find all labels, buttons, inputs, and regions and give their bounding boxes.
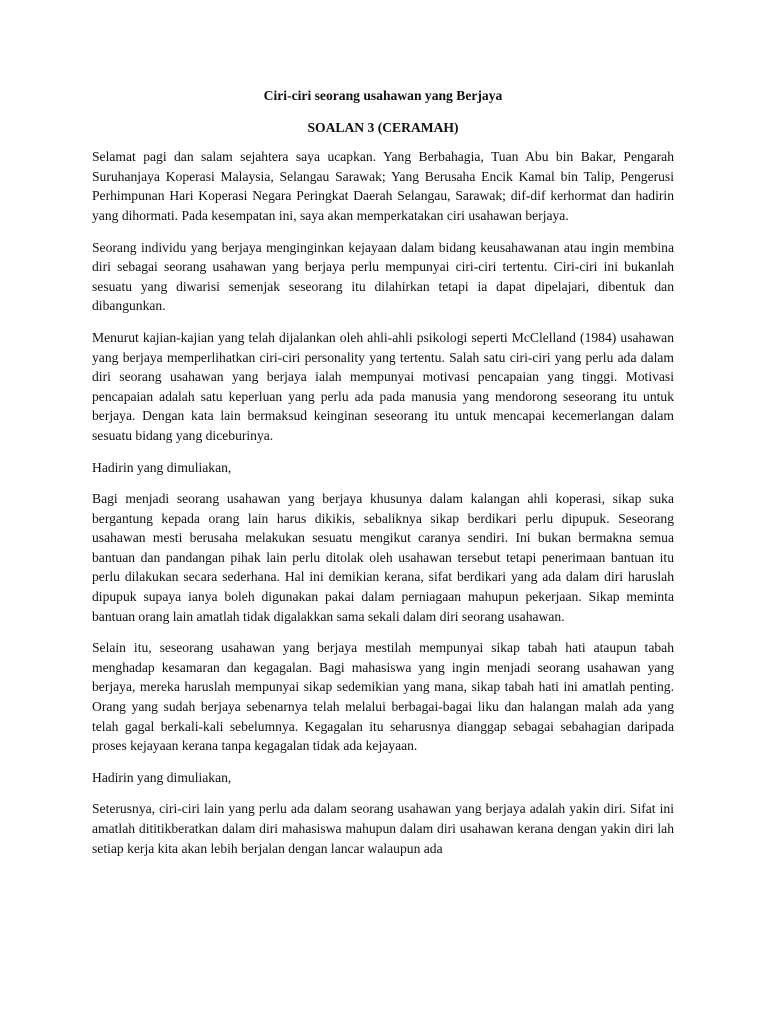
paragraph-berdikari: Bagi menjadi seorang usahawan yang berjaya khusunya dalam kalangan ahli koperasi, sikap suka bergantung kepada orang lain harus dikikis, sebaliknya sikap berdikari perlu dipupuk. Seseorang usahawan mesti berusaha melakukan sesuatu mengikut caranya sendiri. Ini bukan bermakna semua bantuan dan pandangan pihak lain perlu ditolak oleh usahawan tersebut tetapi penerimaan bantuan itu perlu dilakukan secara sederhana. Hal ini demikian kerana, sifat berdikari yang ada dalam diri haruslah dipupuk supaya ianya boleh digunakan pakai dalam perniagaan mahupun pekerjaan. Sikap meminta bantuan orang lain amatlah tidak digalakkan sama sekali dalam diri seorang usahawan. bbox=[92, 491, 674, 624]
document-content bbox=[92, 86, 674, 870]
paragraph-yakin-diri: Seterusnya, ciri-ciri lain yang perlu ada dalam seorang usahawan yang berjaya adalah yakin diri. Sifat ini amatlah dititikberatkan dalam diri mahasiswa mahupun dalam diri usahawan kerana dengan yakin diri lah setiap kerja kita akan lebih berjalan dengan lancar walaupun ada bbox=[92, 801, 674, 856]
document-title: Ciri-ciri seorang usahawan yang Berjaya bbox=[263, 88, 503, 103]
paragraph-intro: Seorang individu yang berjaya menginginkan kejayaan dalam bidang keusahawanan atau ingin membina diri sebagai seorang usahawan yang berjaya perlu mempunyai ciri-ciri tertentu. Ciri-ciri ini bukanlah sesuatu yang diwarisi semenjak seseorang itu dilahirkan tetapi ia dapat dipelajari, dibentuk dan dibangunkan. bbox=[92, 239, 674, 314]
paragraph-mcclelland: Menurut kajian-kajian yang telah dijalankan oleh ahli-ahli psikologi seperti McClelland (1984) usahawan yang berjaya memperlihatkan ciri-ciri personality yang tertentu. Salah satu ciri-ciri yang perlu ada dalam diri seorang usahawan yang berjaya ialah mempunyai motivasi pencapaian yang tinggi. Motivasi pencapaian adalah satu keperluan yang perlu ada pada manusia yang mendorong seseorang itu untuk berjaya. Dengan kata lain bermaksud keinginan seseorang itu untuk mencapai kecemerlangan dalam sesuatu bidang yang diceburinya. bbox=[92, 329, 674, 443]
paragraph-opening: Selamat pagi dan salam sejahtera saya ucapkan. Yang Berbahagia, Tuan Abu bin Bakar, Pengarah Suruhanjaya Koperasi Malaysia, Selangau Sarawak; Yang Berusaha Encik Kamal bin Talip, Pengerusi Perhimpunan Hari Koperasi Negara Peringkat Daerah Selangau, Sarawak; dif-dif kerhormat dan hadirin yang dihormati. Pada kesempatan ini, saya akan memperkatakan ciri usahawan berjaya. bbox=[92, 149, 674, 223]
document-subtitle: SOALAN 3 (CERAMAH) bbox=[307, 119, 459, 135]
greeting-line: Hadirin yang dimuliakan, bbox=[92, 769, 232, 785]
paragraph-tabah-hati: Selain itu, seseorang usahawan yang berjaya mestilah mempunyai sikap tabah hati ataupun tabah menghadap kesamaran dan kegagalan. Bagi mahasiswa yang ingin menjadi seorang usahawan yang berjaya, mereka haruslah mempunyai sikap sedemikian yang mana, sikap tabah hati ini amatlah penting. Orang yang sudah berjaya sebenarnya telah melalui berbagai-bagai liku dan halangan malah ada yang telah gagal berkali-kali sebelumnya. Kegagalan itu seharusnya dianggap sebagai sebahagian daripada proses kejayaan kerana tanpa kegagalan tidak ada kejayaan. bbox=[92, 640, 674, 754]
greeting-line: Hadirin yang dimuliakan, bbox=[92, 459, 232, 475]
